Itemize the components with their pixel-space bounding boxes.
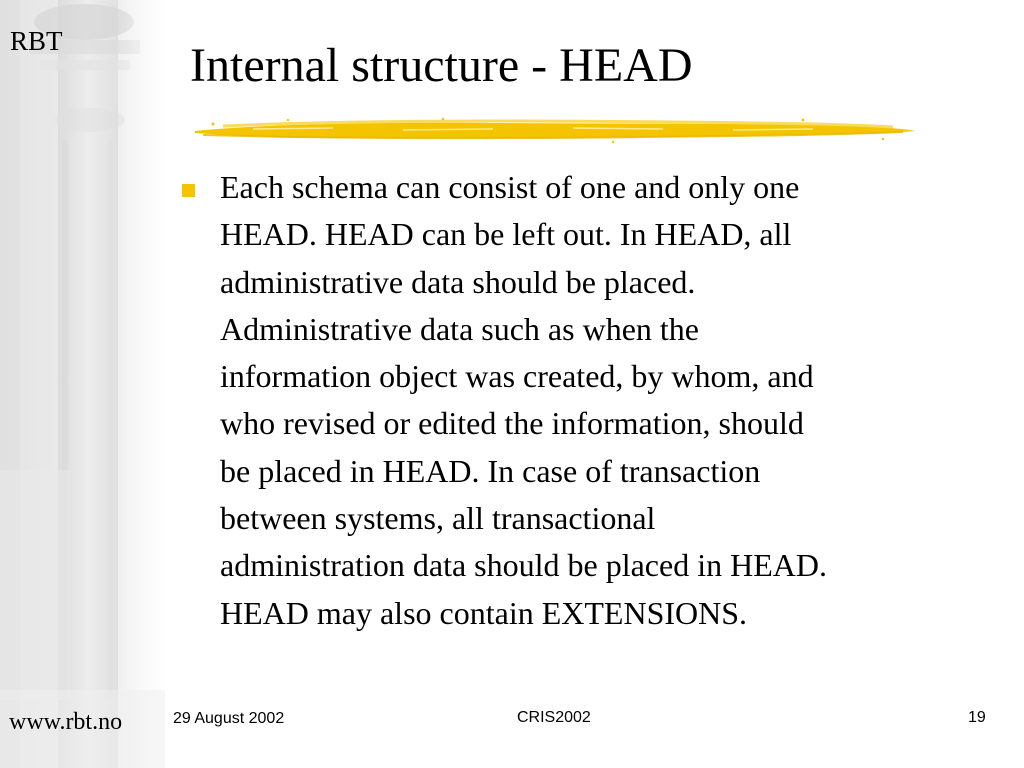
decorative-column-band [0,0,165,768]
footer-url: www.rbt.no [9,709,123,735]
footer-conference: CRIS2002 [517,709,591,726]
bullet-line: be placed in HEAD. In case of transaction [220,452,761,489]
bullet-line: information object was created, by whom, and [220,358,814,395]
title-underline-brushstroke [193,112,918,146]
bullet-line: between systems, all transactional [220,500,656,537]
bullet-text [220,164,980,637]
column-background-image [0,0,165,768]
slide-title: Internal structure - HEAD [190,39,693,92]
bullet-line: Each schema can consist of one and only one [220,169,800,205]
square-bullet-icon [182,184,195,197]
brand-label: RBT [10,26,63,56]
bullet-line: who revised or edited the information, should [220,405,804,442]
bullet-line: administration data should be placed in HEAD. [220,547,827,584]
bullet-line: administrative data should be placed. [220,263,696,300]
bullet-line: Administrative data such as when the [220,310,699,347]
bullet-line: HEAD. HEAD can be left out. In HEAD, all [220,216,792,253]
bullet-line: HEAD may also contain EXTENSIONS. [220,594,748,631]
footer-date: 29 August 2002 [173,710,285,727]
page-number: 19 [968,709,986,726]
